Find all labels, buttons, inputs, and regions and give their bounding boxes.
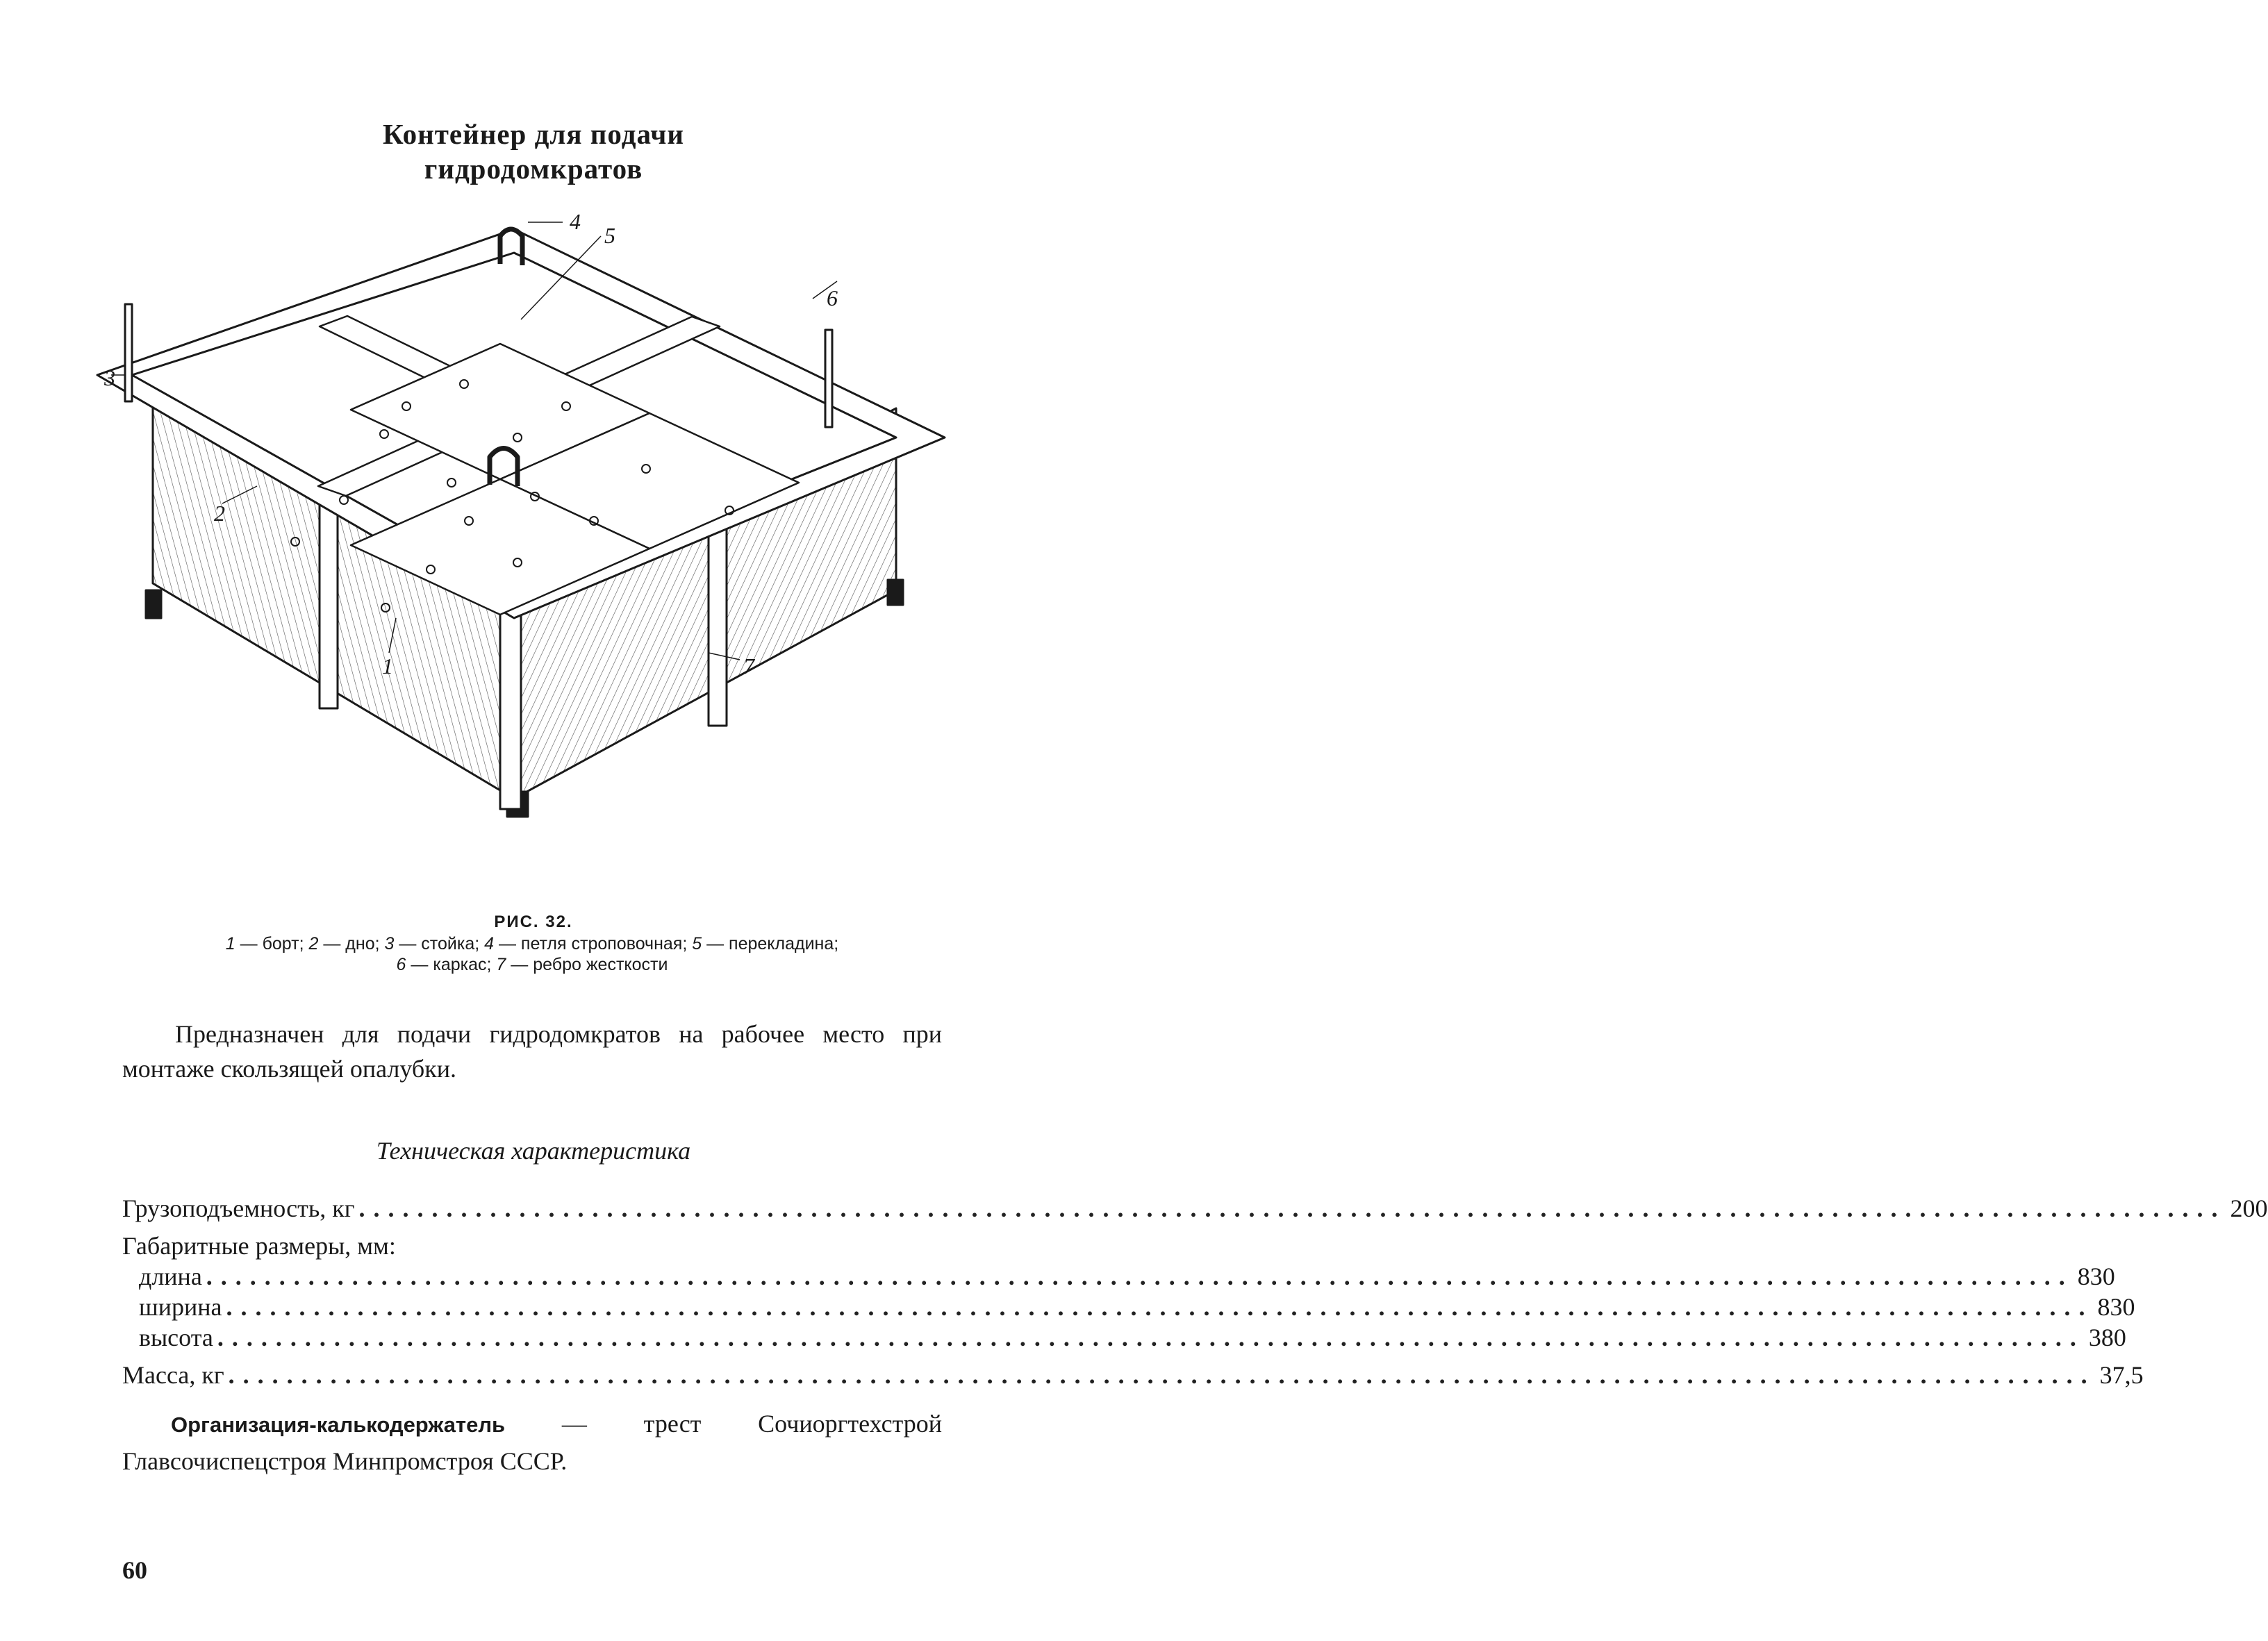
spec-list <box>122 1193 2268 1390</box>
leader-dots <box>226 1292 2094 1322</box>
legend-num: 1 <box>225 934 235 953</box>
legend-text: — стойка; <box>394 934 485 953</box>
legend-text: — петля строповочная; <box>494 934 693 953</box>
callout-1: 1 <box>382 653 393 678</box>
page-number: 60 <box>122 1556 147 1584</box>
organization-label: Организация-калькодержатель <box>171 1413 506 1437</box>
post-left <box>125 304 132 401</box>
spec-label: Масса, кг <box>122 1361 224 1389</box>
spec-value: 37,5 <box>2099 1361 2144 1389</box>
organization-paragraph <box>122 1406 942 1479</box>
callout-6: 6 <box>827 285 838 310</box>
legend-text: — дно; <box>318 934 385 953</box>
spec-label: длина <box>139 1263 202 1290</box>
callout-7: 7 <box>743 653 754 678</box>
legend-num: 2 <box>308 934 319 953</box>
leader-dots <box>217 1322 2085 1353</box>
spec-label: ширина <box>139 1293 222 1321</box>
legend-text: — ребро жесткости <box>506 955 668 974</box>
spec-row-height <box>122 1322 2126 1353</box>
legend-line-2 <box>122 954 942 975</box>
rib-right-front <box>709 503 727 726</box>
title-line-2: гидродомкратов <box>424 153 643 185</box>
spec-row-width <box>122 1292 2135 1322</box>
callout-2: 2 <box>214 501 225 526</box>
leader-dots <box>206 1261 2074 1292</box>
callout-4: 4 <box>570 209 581 234</box>
legend-num: 7 <box>496 955 506 974</box>
spec-value: 830 <box>2097 1293 2135 1321</box>
callout-5: 5 <box>604 223 615 248</box>
spec-value: 830 <box>2077 1263 2115 1290</box>
figure-legend <box>122 933 942 975</box>
spec-row-load-capacity <box>122 1193 2268 1224</box>
spec-row-mass <box>122 1360 2144 1390</box>
foot-right <box>888 580 903 605</box>
legend-num: 5 <box>692 934 702 953</box>
spec-value: 200 <box>2230 1194 2268 1222</box>
legend-text: — каркас; <box>406 955 497 974</box>
callout-3: 3 <box>104 365 115 390</box>
spec-row-length <box>122 1261 2115 1292</box>
container-drawing <box>104 209 959 903</box>
legend-num: 6 <box>396 955 406 974</box>
organization-text: — трест Сочиоргтехстрой Главсочиспецстроя Минпромстроя СССР. <box>122 1410 942 1475</box>
spec-label: Грузоподъемность, кг <box>122 1194 355 1222</box>
foot-left <box>146 590 161 618</box>
figure-caption-title: РИС. 32. <box>494 913 573 931</box>
spec-label: высота <box>139 1324 213 1351</box>
purpose-paragraph: Предназначен для подачи гидродомкратов на рабочее место при монтаже скользящей опалубки. <box>122 1020 942 1083</box>
container-illustration <box>104 209 959 903</box>
post-right <box>825 330 832 427</box>
spec-heading: Техническая характеристика <box>376 1137 691 1165</box>
legend-num: 3 <box>384 934 395 953</box>
spec-label: Габаритные размеры, мм: <box>122 1232 396 1260</box>
spec-value: 380 <box>2088 1324 2126 1351</box>
legend-num: 4 <box>484 934 495 953</box>
legend-text: — борт; <box>235 934 309 953</box>
leader-dots <box>229 1360 2096 1390</box>
spec-row-dimensions <box>122 1231 941 1261</box>
legend-line-1 <box>122 933 942 954</box>
legend-text: — перекладина; <box>702 934 839 953</box>
leader-dots <box>359 1193 2226 1224</box>
title-line-1: Контейнер для подачи <box>382 118 685 150</box>
page-title <box>0 117 1067 186</box>
